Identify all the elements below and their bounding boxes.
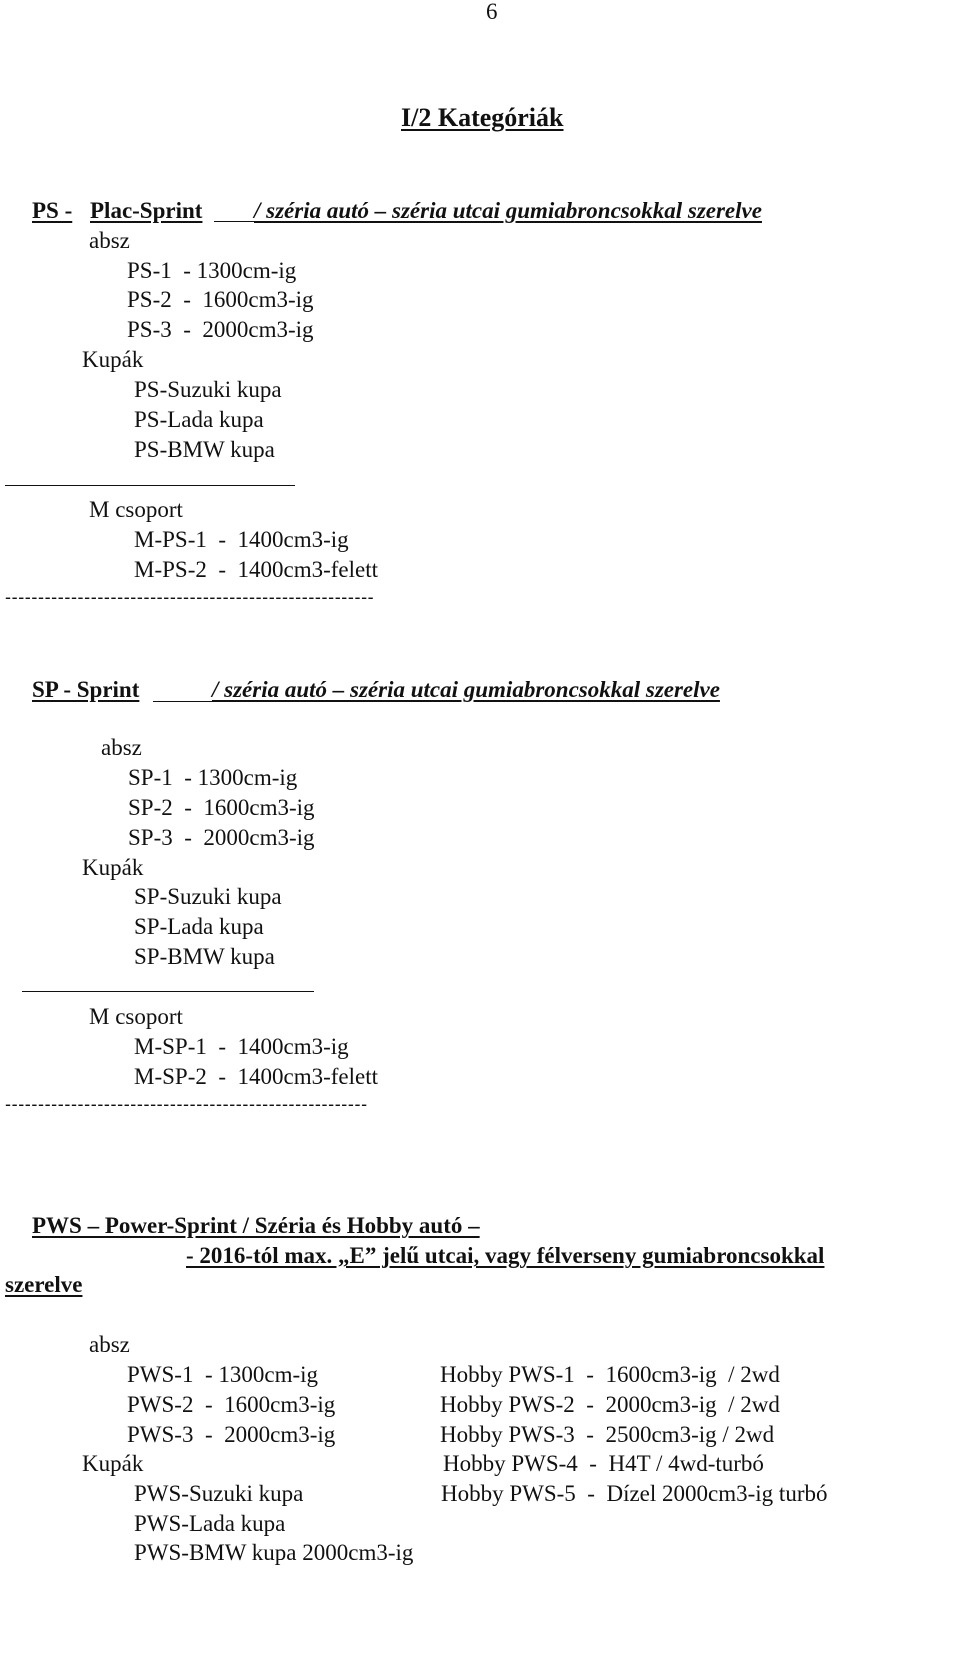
sp-kupak-item: SP-BMW kupa xyxy=(134,944,275,969)
pws-hobby-item: Hobby PWS-1 - 1600cm3-ig / 2wd xyxy=(440,1362,780,1387)
ps-heading-desc: / széria autó – széria utcai gumiabroncsokkal szerelve xyxy=(254,198,762,223)
ps-kupak-item: PS-Lada kupa xyxy=(134,407,264,432)
sp-heading-gap-underline xyxy=(153,678,212,702)
sp-heading-desc: / széria autó – széria utcai gumiabroncsokkal szerelve xyxy=(212,677,720,702)
pws-hobby-item: Hobby PWS-3 - 2500cm3-ig / 2wd xyxy=(440,1422,775,1447)
sp-separator: ------------------------------------------------------- xyxy=(5,1094,368,1114)
sp-m-label: M csoport xyxy=(89,1004,183,1029)
sp-m-item: M-SP-1 - 1400cm3-ig xyxy=(134,1034,349,1059)
pws-hobby-item: Hobby PWS-2 - 2000cm3-ig / 2wd xyxy=(440,1392,780,1417)
sp-kupak-item: SP-Lada kupa xyxy=(134,914,264,939)
sp-absz-label: absz xyxy=(101,735,142,760)
ps-m-label: M csoport xyxy=(89,497,183,522)
sp-heading-code: SP - Sprint xyxy=(32,677,140,702)
pws-absz-item: PWS-3 - 2000cm3-ig xyxy=(127,1422,336,1447)
pws-kupak-label: Kupák xyxy=(82,1451,144,1476)
sp-kupak-label: Kupák xyxy=(82,855,144,880)
sp-absz-item: SP-3 - 2000cm3-ig xyxy=(128,825,315,850)
pws-hobby-item: Hobby PWS-4 - H4T / 4wd-turbó xyxy=(443,1451,764,1476)
page-number: 6 xyxy=(486,0,498,24)
ps-heading-name: Plac-Sprint xyxy=(90,198,203,223)
sp-rule xyxy=(22,991,314,992)
sp-absz-item: SP-1 - 1300cm-ig xyxy=(128,765,298,790)
ps-rule xyxy=(5,485,295,486)
pws-heading-line1: PWS – Power-Sprint / Széria és Hobby autó – xyxy=(32,1213,480,1238)
pws-kupak-item: PWS-Suzuki kupa xyxy=(134,1481,304,1506)
ps-separator: -------------------------------------------------------- xyxy=(5,587,375,607)
page-title: I/2 Kategóriák xyxy=(401,103,564,132)
pws-heading-line3: szerelve xyxy=(5,1272,83,1297)
sp-absz-item: SP-2 - 1600cm3-ig xyxy=(128,795,315,820)
pws-hobby-item: Hobby PWS-5 - Dízel 2000cm3-ig turbó xyxy=(441,1481,828,1506)
pws-absz-label: absz xyxy=(89,1332,130,1357)
pws-absz-item: PWS-2 - 1600cm3-ig xyxy=(127,1392,336,1417)
ps-kupak-label: Kupák xyxy=(82,347,144,372)
ps-m-item: M-PS-1 - 1400cm3-ig xyxy=(134,527,349,552)
sp-kupak-item: SP-Suzuki kupa xyxy=(134,884,282,909)
pws-kupak-item: PWS-Lada kupa xyxy=(134,1511,286,1536)
ps-m-item: M-PS-2 - 1400cm3-felett xyxy=(134,557,379,582)
ps-kupak-item: PS-Suzuki kupa xyxy=(134,377,282,402)
ps-heading-code: PS - xyxy=(32,198,73,223)
ps-absz-item: PS-1 - 1300cm-ig xyxy=(127,258,297,283)
pws-heading-line2: - 2016-tól max. „E” jelű utcai, vagy félverseny gumiabroncsokkal xyxy=(186,1243,825,1268)
sp-m-item: M-SP-2 - 1400cm3-felett xyxy=(134,1064,379,1089)
ps-absz-label: absz xyxy=(89,228,130,253)
ps-heading-gap-underline xyxy=(214,199,254,222)
ps-absz-item: PS-3 - 2000cm3-ig xyxy=(127,317,314,342)
ps-kupak-item: PS-BMW kupa xyxy=(134,437,275,462)
pws-absz-item: PWS-1 - 1300cm-ig xyxy=(127,1362,319,1387)
pws-kupak-item: PWS-BMW kupa 2000cm3-ig xyxy=(134,1540,414,1565)
ps-absz-item: PS-2 - 1600cm3-ig xyxy=(127,287,314,312)
